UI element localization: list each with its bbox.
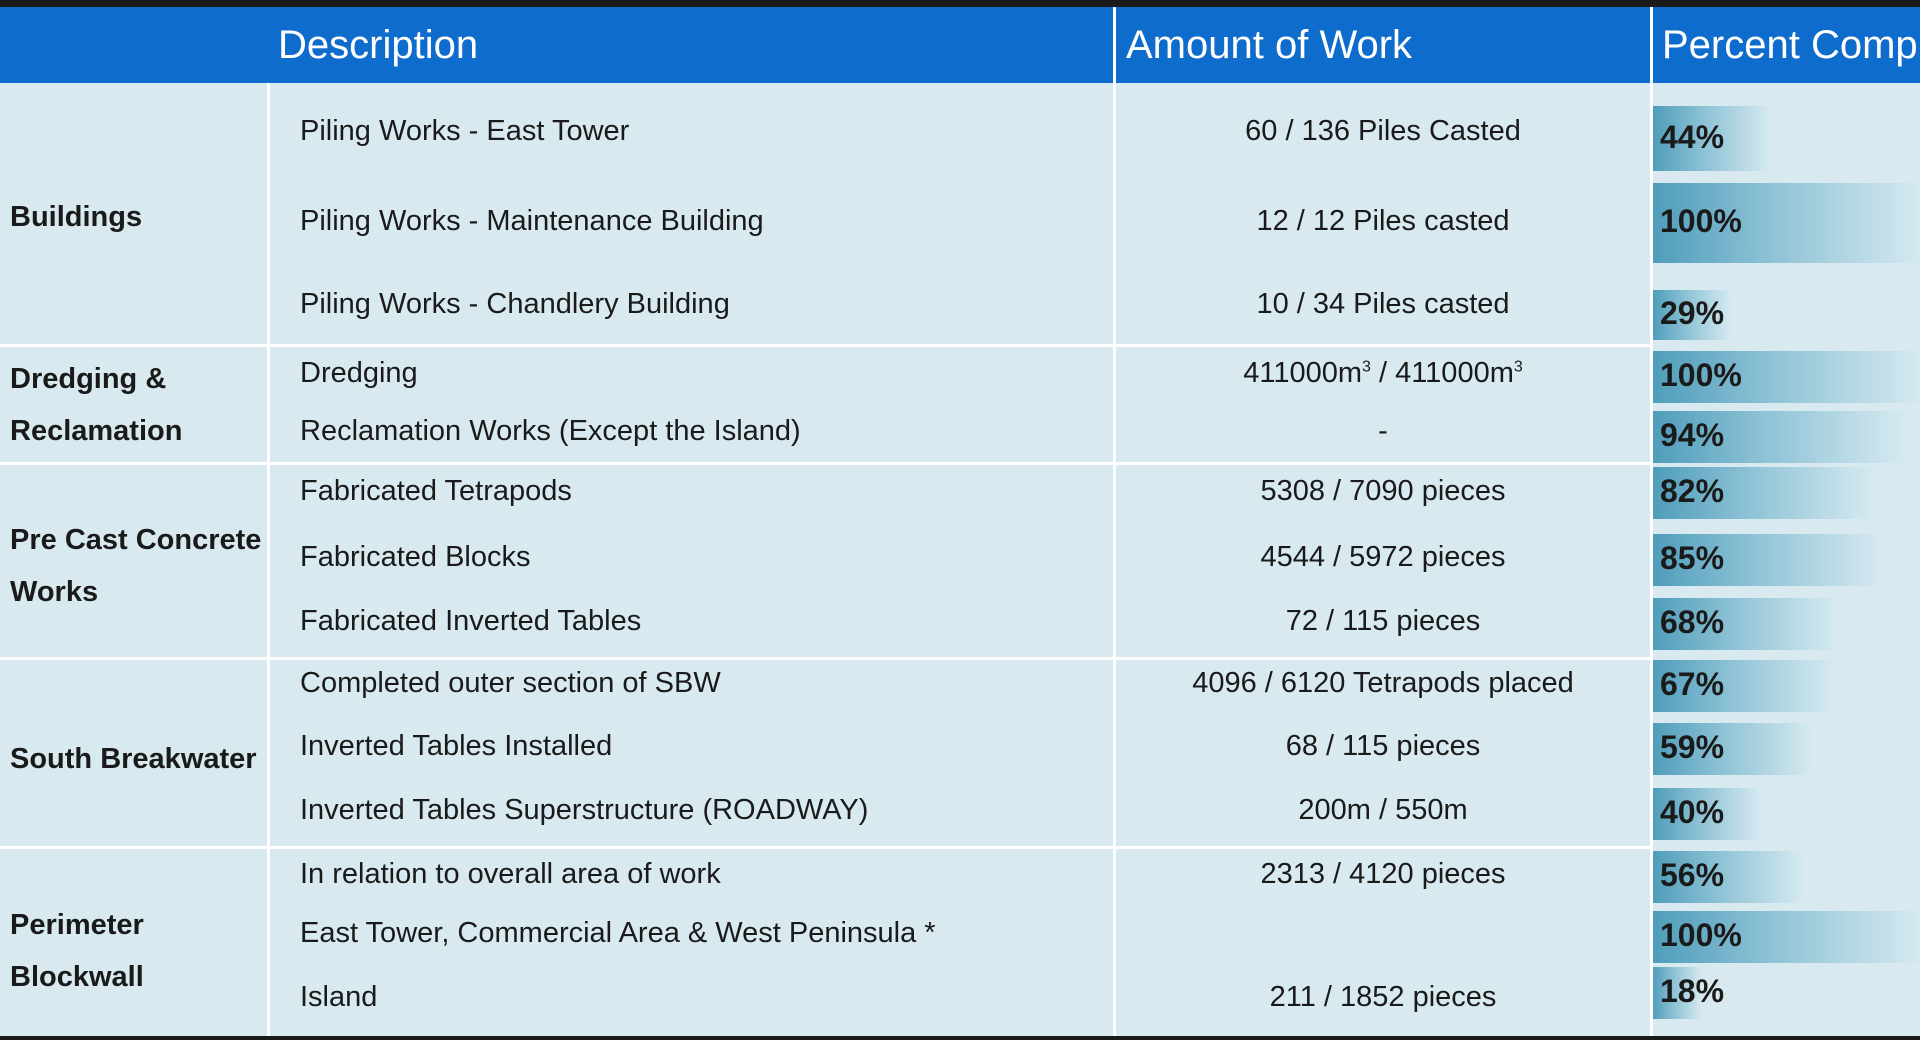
group-divider bbox=[0, 846, 1650, 849]
row-description: Inverted Tables Installed bbox=[300, 730, 613, 762]
row-amount: 72 / 115 pieces bbox=[1285, 605, 1481, 637]
row-amount: 5308 / 7090 pieces bbox=[1260, 475, 1506, 507]
row-amount: 12 / 12 Piles casted bbox=[1256, 205, 1510, 237]
group-divider bbox=[0, 657, 1650, 660]
header-percent-complete: Percent Comp bbox=[1662, 23, 1918, 67]
category-perimeter-blockwall: Perimeter Blockwall bbox=[10, 909, 144, 993]
row-amount: 68 / 115 pieces bbox=[1285, 730, 1481, 762]
row-description: Inverted Tables Superstructure (ROADWAY) bbox=[300, 794, 869, 826]
row-description: Piling Works - Chandlery Building bbox=[300, 288, 730, 320]
row-description: In relation to overall area of work bbox=[300, 858, 721, 890]
row-description: Piling Works - Maintenance Building bbox=[300, 205, 764, 237]
category-pre-cast-concrete-works: Pre Cast Concrete Works bbox=[10, 524, 262, 608]
category-south-breakwater: South Breakwater bbox=[10, 743, 257, 775]
row-amount: 4096 / 6120 Tetrapods placed bbox=[1192, 667, 1574, 699]
row-description: Island bbox=[300, 981, 378, 1013]
category-buildings: Buildings bbox=[10, 201, 143, 233]
row-amount: - bbox=[1378, 415, 1388, 447]
group-divider bbox=[0, 462, 1650, 465]
row-amount: 10 / 34 Piles casted bbox=[1256, 288, 1510, 320]
percent-label: 56% bbox=[1660, 857, 1725, 893]
header-amount-of-work: Amount of Work bbox=[1126, 23, 1413, 67]
row-amount: 4544 / 5972 pieces bbox=[1260, 541, 1506, 573]
row-amount: 211 / 1852 pieces bbox=[1269, 981, 1497, 1013]
percent-label: 82% bbox=[1660, 473, 1725, 509]
row-description: Dredging bbox=[300, 357, 418, 389]
row-amount: $411000m^3 / 411000m^3$ bbox=[1243, 357, 1523, 389]
row-description: Completed outer section of SBW bbox=[300, 667, 721, 699]
percent-label: 94% bbox=[1660, 417, 1725, 453]
percent-label: 67% bbox=[1660, 666, 1725, 702]
header-divider bbox=[1650, 7, 1653, 83]
percent-label: 29% bbox=[1660, 295, 1725, 331]
percent-label: 100% bbox=[1660, 357, 1742, 393]
row-description: Fabricated Inverted Tables bbox=[300, 605, 642, 637]
category-dredging-reclamation: Dredging & Reclamation bbox=[10, 363, 183, 447]
row-description: Piling Works - East Tower bbox=[300, 115, 630, 147]
column-divider bbox=[267, 83, 270, 1040]
percent-label: 59% bbox=[1660, 729, 1725, 765]
row-description: Fabricated Blocks bbox=[300, 541, 531, 573]
percent-label: 85% bbox=[1660, 540, 1725, 576]
row-amount: 60 / 136 Piles Casted bbox=[1245, 115, 1521, 147]
column-divider bbox=[1113, 83, 1116, 1040]
percent-label: 44% bbox=[1660, 118, 1725, 155]
header-description: Description bbox=[278, 23, 479, 67]
percent-label: 68% bbox=[1660, 604, 1725, 640]
percent-label: 100% bbox=[1660, 203, 1742, 239]
row-description: Fabricated Tetrapods bbox=[300, 475, 572, 507]
row-amount: 2313 / 4120 pieces bbox=[1260, 858, 1506, 890]
table-header bbox=[0, 7, 1920, 83]
percent-label: 18% bbox=[1660, 973, 1725, 1009]
row-description: East Tower, Commercial Area & West Peninsula * bbox=[300, 917, 936, 949]
row-amount: 200m / 550m bbox=[1298, 794, 1468, 826]
group-divider bbox=[0, 344, 1650, 347]
header-divider bbox=[1113, 7, 1116, 83]
percent-label: 40% bbox=[1660, 794, 1725, 830]
row-description: Reclamation Works (Except the Island) bbox=[300, 415, 801, 447]
percent-label: 100% bbox=[1660, 917, 1742, 953]
